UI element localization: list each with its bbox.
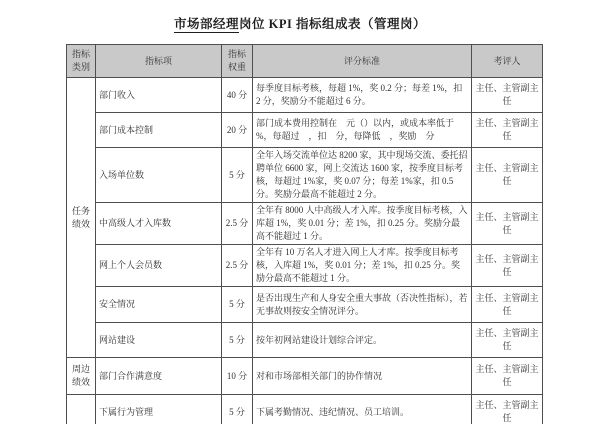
criteria-text: 按年初网站建设计划综合评定。 bbox=[253, 323, 472, 358]
table-row bbox=[67, 358, 543, 395]
table-row bbox=[67, 245, 543, 287]
table-row bbox=[67, 287, 543, 323]
table-row bbox=[67, 203, 543, 245]
table-row bbox=[67, 148, 543, 203]
criteria-text: 每季度目标考核，每超 1%，奖 0.2 分；每差 1%，扣 2 分，奖励分不能超过 6 分。 bbox=[253, 78, 472, 113]
page-title-underlined: 市场部经理 bbox=[174, 17, 240, 31]
assessor-text: 主任、主管副主任 bbox=[472, 287, 543, 323]
page-title bbox=[0, 14, 600, 32]
indicator-item: 下属行为管理 bbox=[96, 395, 222, 424]
criteria-text: 部门成本费用控制在 元（）以内，或成本率低于 %，每超过 ，扣 分，每降低 ，奖励 分 bbox=[253, 113, 472, 148]
criteria-text: 全年有 8000 人中高级人才入库。按季度目标考核，入库超 1%，奖 0.01 分；差 1%，扣 0.25 分。奖励分最高不能超过 1 分。 bbox=[253, 203, 472, 245]
weight-value: 5 分 bbox=[222, 323, 253, 358]
indicator-item: 网上个人会员数 bbox=[96, 245, 222, 287]
table-row bbox=[67, 78, 543, 113]
weight-value: 10 分 bbox=[222, 358, 253, 395]
table-header-row bbox=[67, 45, 543, 78]
category-cell-empty bbox=[67, 395, 96, 424]
indicator-item: 中高级人才入库数 bbox=[96, 203, 222, 245]
indicator-item: 网站建设 bbox=[96, 323, 222, 358]
criteria-text: 全年有 10 万名人才进入网上人才库。按季度目标考核，入库超 1%，奖 0.01 分；差 1%，扣 0.25 分。奖励分最高不能超过 1 分。 bbox=[253, 245, 472, 287]
header-criteria: 评分标准 bbox=[253, 45, 472, 78]
assessor-text: 主任、主管副主任 bbox=[472, 203, 543, 245]
category-cell-peripheral: 周边绩效 bbox=[67, 358, 96, 395]
category-cell-task: 任务绩效 bbox=[67, 78, 96, 358]
criteria-text: 是否出现生产和人身安全重大事故（否决性指标），若无事故则按安全情况评分。 bbox=[253, 287, 472, 323]
indicator-item: 安全情况 bbox=[96, 287, 222, 323]
assessor-text: 主任、主管副主任 bbox=[472, 148, 543, 203]
assessor-text: 主任、主管副主任 bbox=[472, 113, 543, 148]
assessor-text: 主任、主管副主任 bbox=[472, 358, 543, 395]
indicator-item: 部门收入 bbox=[96, 78, 222, 113]
assessor-text: 主任、主管副主任 bbox=[472, 323, 543, 358]
assessor-text: 主任、主管副主任 bbox=[472, 245, 543, 287]
header-category: 指标类别 bbox=[67, 45, 96, 78]
header-weight: 指标权重 bbox=[222, 45, 253, 78]
weight-value: 5 分 bbox=[222, 148, 253, 203]
criteria-text: 对和市场部相关部门的协作情况 bbox=[253, 358, 472, 395]
kpi-table bbox=[66, 44, 543, 424]
weight-value: 2.5 分 bbox=[222, 245, 253, 287]
criteria-text: 下属考勤情况、违纪情况、员工培训。 bbox=[253, 395, 472, 424]
table-row bbox=[67, 395, 543, 424]
weight-value: 2.5 分 bbox=[222, 203, 253, 245]
indicator-item: 部门合作满意度 bbox=[96, 358, 222, 395]
table-row bbox=[67, 323, 543, 358]
indicator-item: 入场单位数 bbox=[96, 148, 222, 203]
criteria-text: 全年入场交流单位达 8200 家，其中现场交流、委托招聘单位 6600 家，网上交流达 1600 家，按季度目标考核，每超过 1%家，奖 0.07 分；每差 1%家，扣 0.5 分。奖励分最高不能超过 2 分。 bbox=[253, 148, 472, 203]
table-row bbox=[67, 113, 543, 148]
assessor-text: 主任、主管副主任 bbox=[472, 78, 543, 113]
page-title-rest: 岗位 KPI 指标组成表（管理岗） bbox=[239, 17, 426, 31]
assessor-text: 主任、主管副主任 bbox=[472, 395, 543, 424]
header-assessor: 考评人 bbox=[472, 45, 543, 78]
weight-value: 40 分 bbox=[222, 78, 253, 113]
indicator-item: 部门成本控制 bbox=[96, 113, 222, 148]
weight-value: 5 分 bbox=[222, 287, 253, 323]
header-item: 指标项 bbox=[96, 45, 222, 78]
weight-value: 20 分 bbox=[222, 113, 253, 148]
weight-value: 5 分 bbox=[222, 395, 253, 424]
